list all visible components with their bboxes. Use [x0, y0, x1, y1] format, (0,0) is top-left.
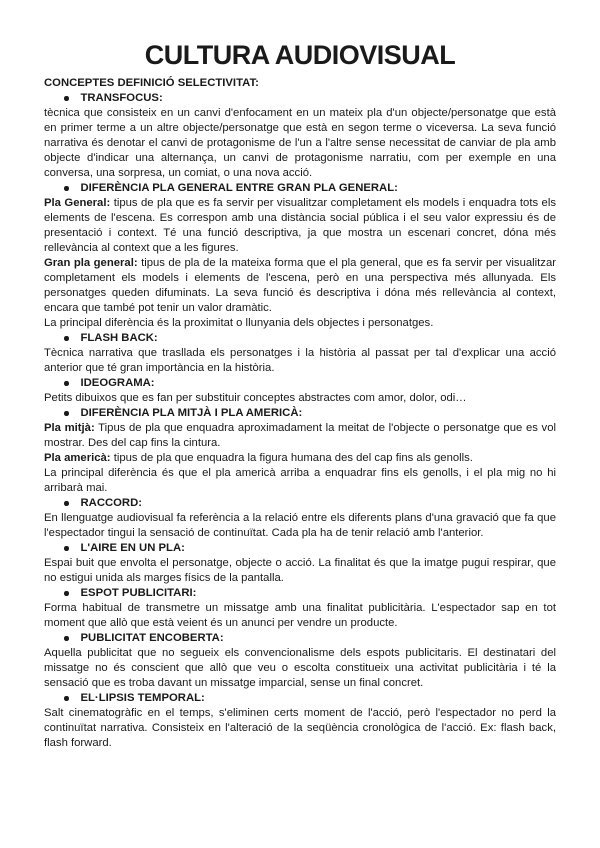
section-heading	[64, 691, 556, 706]
bullet-icon	[64, 381, 69, 386]
section-heading	[64, 631, 556, 646]
section-heading-text: ESPOT PUBLICITARI:	[80, 587, 197, 599]
document-subtitle: CONCEPTES DEFINICIÓ SELECTIVITAT:	[44, 77, 259, 89]
section-heading	[64, 406, 556, 421]
term-label: Pla General:	[44, 197, 111, 209]
paragraph-text: Tècnica narrativa que trasllada els personatges i la història al passat per tal d'explicar una acció anterior que té gran importància en la història.	[44, 347, 556, 374]
bullet-icon	[64, 186, 69, 191]
bullet-icon	[64, 696, 69, 701]
section-paragraph	[44, 196, 556, 256]
section	[44, 586, 556, 631]
bullet-icon	[64, 546, 69, 551]
section-paragraph	[44, 106, 556, 181]
section	[44, 541, 556, 586]
section-heading	[64, 541, 556, 556]
term-label: Pla mitjà:	[44, 422, 95, 434]
section	[44, 91, 556, 181]
section-heading-text: PUBLICITAT ENCOBERTA:	[80, 632, 224, 644]
section-heading-text: IDEOGRAMA:	[80, 377, 155, 389]
section-heading-text: DIFERÈNCIA PLA MITJÀ I PLA AMERICÀ:	[80, 407, 303, 419]
section	[44, 406, 556, 496]
paragraph-text: La principal diferència és la proximitat o llunyania dels objectes i personatges.	[44, 317, 434, 329]
sections-container	[44, 91, 556, 751]
bullet-icon	[64, 411, 69, 416]
section-paragraph	[44, 346, 556, 376]
paragraph-text: La principal diferència és que el pla americà arriba a enquadrar fins els genolls, i el pla mig no hi arribarà mai.	[44, 467, 556, 494]
section-heading	[64, 331, 556, 346]
section-heading	[64, 181, 556, 196]
section-heading	[64, 496, 556, 511]
paragraph-text: Espai buit que envolta el personatge, objecte o acció. La finalitat és que la imatge pugui respirar, que no estigui unida als marges físics de la pantalla.	[44, 557, 556, 584]
paragraph-text: tipus de pla de la mateixa forma que el pla general, que es fa servir per visualitzar completament els models i elements de l'escena, però en una perspectiva més allunyada. Els personatges queden difuminats. La seva funció és descriptiva i dóna més rellevància al context, encara que també pot tenir un valor dramàtic.	[44, 257, 556, 314]
section-paragraph	[44, 316, 556, 331]
paragraph-text: Forma habitual de transmetre un missatge amb una finalitat publicitària. L'espectador sap en tot moment que allò que està veient és un anunci per vendre un producte.	[44, 602, 556, 629]
paragraph-text: Petits dibuixos que es fan per substituir conceptes abstractes com amor, dolor, odi…	[44, 392, 467, 404]
paragraph-text: tècnica que consisteix en un canvi d'enfocament en un mateix pla d'un objecte/personatge que està en primer terme a un altre objecte/personatge que està en segon terme o viceversa. La seva funció narrativa és denotar el canvi de protagonisme de l'un a l'altre sense necessitat de canviar de pla amb objecte d'indicar una alternança, un canvi de protagonisme narratiu, com per exemple en una conversa, una sorpresa, un comiat, o una nova acció.	[44, 107, 556, 179]
bullet-icon	[64, 636, 69, 641]
section	[44, 331, 556, 376]
term-label: Pla americà:	[44, 452, 111, 464]
section-heading-text: EL·LIPSIS TEMPORAL:	[80, 692, 205, 704]
section-paragraph	[44, 256, 556, 316]
section-heading-text: TRANSFOCUS:	[80, 92, 163, 104]
section-heading-text: L'AIRE EN UN PLA:	[80, 542, 185, 554]
section-heading	[64, 376, 556, 391]
section-paragraph	[44, 391, 556, 406]
section	[44, 691, 556, 751]
section-heading	[64, 586, 556, 601]
paragraph-text: tipus de pla que enquadra la figura humana des del cap fins als genolls.	[110, 452, 473, 464]
section-paragraph	[44, 466, 556, 496]
section-heading	[64, 91, 556, 106]
section-paragraph	[44, 511, 556, 541]
section	[44, 181, 556, 331]
bullet-icon	[64, 96, 69, 101]
bullet-icon	[64, 501, 69, 506]
section	[44, 631, 556, 691]
section-heading-text: FLASH BACK:	[80, 332, 158, 344]
section-paragraph	[44, 556, 556, 586]
term-label: Gran pla general:	[44, 257, 138, 269]
paragraph-text: Aquella publicitat que no segueix els convencionalisme dels espots publicitaris. El destinatari del missatge no és conscient que allò que veu o escolta constitueix una activitat publicitària i té la sensació que es troba davant un missatge imparcial, sense un final concret.	[44, 647, 556, 689]
paragraph-text: Salt cinematogràfic en el temps, s'eliminen certs moment de l'acció, però l'espectador no perd la continuïtat narrativa. Consisteix en l'alteració de la seqüència cronològica de l'acció. Ex: flash back, flash forward.	[44, 707, 556, 749]
section-paragraph	[44, 421, 556, 451]
section-heading-text: RACCORD:	[80, 497, 142, 509]
document-title: CULTURA AUDIOVISUAL	[144, 40, 456, 70]
bullet-icon	[64, 336, 69, 341]
paragraph-text: En llenguatge audiovisual fa referència a la relació entre els diferents plans d'una gravació que fa que l'espectador tingui la sensació de continuïtat. Cada pla ha de tenir relació amb l'anterior.	[44, 512, 556, 539]
section-paragraph	[44, 601, 556, 631]
section-paragraph	[44, 646, 556, 691]
section	[44, 376, 556, 406]
bullet-icon	[64, 591, 69, 596]
section-paragraph	[44, 451, 556, 466]
section-paragraph	[44, 706, 556, 751]
section	[44, 496, 556, 541]
paragraph-text: Tipus de pla que enquadra aproximadament la meitat de l'objecte o personatge que es vol mostrar. Des del cap fins la cintura.	[44, 422, 556, 449]
section-heading-text: DIFERÈNCIA PLA GENERAL ENTRE GRAN PLA GENERAL:	[80, 182, 398, 194]
paragraph-text: tipus de pla que es fa servir per visualitzar completament els models i enquadra tots els elements de l'escena. Es correspon amb una distància social pública i el seu valor expressiu és de presentació i context. Té una funció descriptiva, ja que mostra un escenari concret, dóna més rellevància al context que a les figures.	[44, 197, 556, 254]
